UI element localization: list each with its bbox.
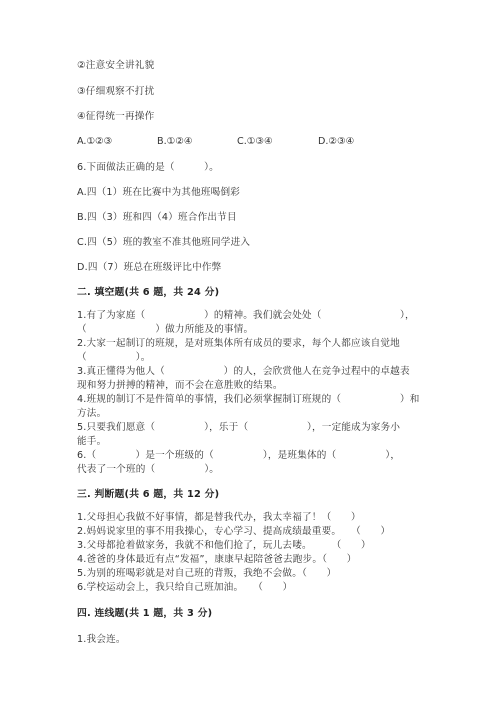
fill-line-10: 能手。 <box>77 436 107 447</box>
section-matching-heading: 四. 连线题(共 1 题，共 3 分) <box>77 608 213 619</box>
fill-line-5: 3.真正懂得为他人（ ）的人，会欣赏他人在竞争过程中的卓越表 <box>77 366 410 377</box>
q6-option-b: B.四（3）班和四（4）班合作出节目 <box>77 212 237 223</box>
fill-line-8: 方法。 <box>77 408 107 419</box>
tf-line-6: 6.学校运动会上，我只给自己班加油。 （ ） <box>77 582 293 593</box>
q5-option-c: C.①③④ <box>237 136 273 147</box>
q6-option-a: A.四（1）班在比赛中为其他班喝倒彩 <box>77 187 241 198</box>
tf-line-5: 5.为别的班喝彩就是对自己班的背叛，我绝不会做。（ ） <box>77 568 337 579</box>
fill-line-3: 2.大家一起制订的班规，是对班集体所有成员的要求，每个人都应该自觉地 <box>77 338 400 349</box>
q5-item-3: ③仔细观察不打扰 <box>77 86 155 97</box>
q6-option-c: C.四（5）班的教室不准其他班同学进入 <box>77 237 251 248</box>
section-fill-blank-heading: 二. 填空题(共 6 题，共 24 分) <box>77 287 220 298</box>
q6-stem: 6.下面做法正确的是（ ）。 <box>77 162 219 173</box>
tf-line-4: 4.爸爸的身体最近有点“发福”，康康早起陪爸爸去跑步。（ ） <box>77 554 357 565</box>
fill-line-1: 1.有了为家庭（ ）的精神。我们就会处处（ ）， <box>77 310 415 321</box>
q5-item-2: ②注意安全讲礼貌 <box>77 60 155 71</box>
q6-option-d: D.四（7）班总在班级评比中作弊 <box>77 262 222 273</box>
q5-option-b: B.①②④ <box>157 136 193 147</box>
tf-line-1: 1.父母担心我做不好事情，都是替我代办，我太幸福了！（ ） <box>77 512 361 523</box>
section-true-false-heading: 三. 判断题(共 6 题，共 12 分) <box>77 489 220 500</box>
q5-option-d: D.②③④ <box>318 136 355 147</box>
fill-line-12: 代表了一个班的（ ）。 <box>77 464 220 475</box>
fill-line-11: 6.（ ）是一个班级的（ ），是班集体的（ ）， <box>77 450 401 461</box>
fill-line-9: 5.只要我们愿意（ ），乐于（ ），一定能成为家务小 <box>77 422 401 433</box>
match-line-1: 1.我会连。 <box>77 634 126 645</box>
tf-line-3: 3.父母都抢着做家务，我就不和他们抢了，玩儿去喽。 （ ） <box>77 540 371 551</box>
fill-line-7: 4.班规的制订不是件简单的事情，我们必须掌握制订班规的（ ）和 <box>77 394 420 405</box>
q5-item-4: ④征得统一再操作 <box>77 111 155 122</box>
tf-line-2: 2.妈妈说家里的事不用我操心，专心学习、提高成绩最重要。 （ ） <box>77 526 391 537</box>
fill-line-4: （ ）。 <box>77 352 151 363</box>
q5-option-a: A.①②③ <box>77 136 113 147</box>
fill-line-6: 现和努力拼搏的精神，而不会在意胜败的结果。 <box>77 380 283 391</box>
fill-line-2: （ ）做力所能及的事情。 <box>77 324 254 335</box>
